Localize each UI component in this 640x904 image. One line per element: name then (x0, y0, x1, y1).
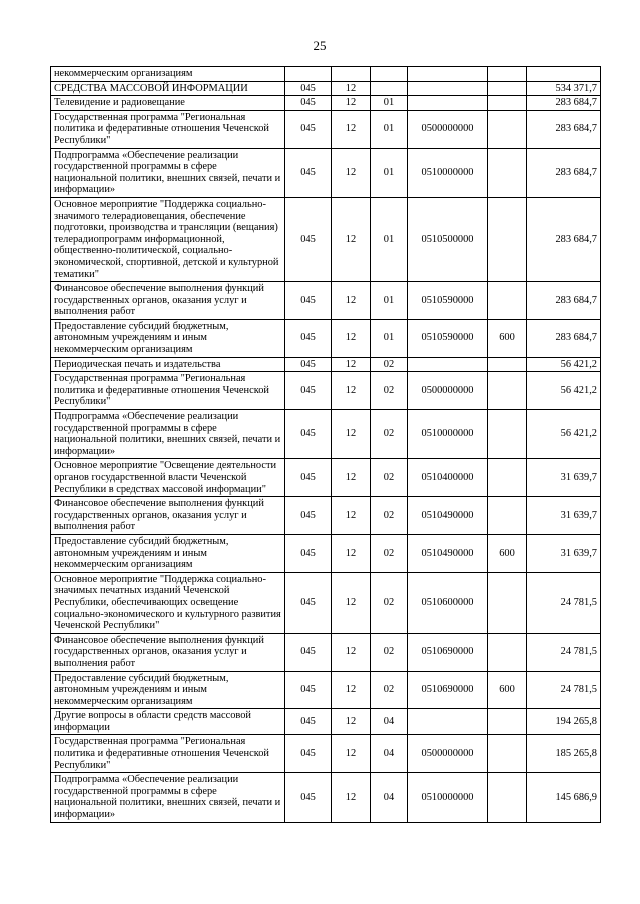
cell-ved-code (285, 67, 332, 82)
cell-target-article (408, 709, 488, 735)
cell-ved-code: 045 (285, 709, 332, 735)
cell-ved-code: 045 (285, 148, 332, 197)
cell-name: Финансовое обеспечение выполнения функций государственных органов, оказания услуг и выполнения работ (51, 282, 285, 320)
cell-ved-code: 045 (285, 372, 332, 410)
table-row (51, 671, 601, 709)
table-row (51, 459, 601, 497)
cell-name: Подпрограмма «Обеспечение реализации государственной программы в сфере национальной политики, внешних связей, печати и информации» (51, 410, 285, 459)
cell-subsection-code: 02 (371, 357, 408, 372)
cell-target-article: 0500000000 (408, 110, 488, 148)
cell-amount: 283 684,7 (527, 319, 601, 357)
cell-target-article: 0510000000 (408, 410, 488, 459)
table-row (51, 572, 601, 633)
table-row (51, 67, 601, 82)
table-row (51, 633, 601, 671)
cell-amount: 31 639,7 (527, 534, 601, 572)
table-row (51, 410, 601, 459)
cell-expense-type: 600 (488, 534, 527, 572)
cell-target-article: 0510590000 (408, 282, 488, 320)
cell-amount: 56 421,2 (527, 357, 601, 372)
cell-ved-code: 045 (285, 572, 332, 633)
cell-amount: 31 639,7 (527, 459, 601, 497)
cell-section-code: 12 (332, 735, 371, 773)
cell-name: Основное мероприятие "Поддержка социально-значимых печатных изданий Чеченской Республики, обеспечивающих освещение социально-экономического и культурного развития Чеченской Республики" (51, 572, 285, 633)
cell-amount (527, 67, 601, 82)
table-row (51, 319, 601, 357)
cell-subsection-code: 04 (371, 773, 408, 822)
cell-expense-type (488, 410, 527, 459)
table-row (51, 282, 601, 320)
cell-section-code: 12 (332, 319, 371, 357)
cell-target-article: 0510000000 (408, 148, 488, 197)
cell-section-code: 12 (332, 410, 371, 459)
table-row (51, 110, 601, 148)
cell-expense-type (488, 773, 527, 822)
cell-expense-type (488, 372, 527, 410)
cell-subsection-code: 02 (371, 671, 408, 709)
cell-target-article: 0500000000 (408, 372, 488, 410)
cell-ved-code: 045 (285, 534, 332, 572)
budget-table-body (51, 67, 601, 823)
cell-name: Основное мероприятие "Поддержка социально-значимого телерадиовещания, обеспечение подготовки, производства и трансляции (вещания) телерадиопрограмм информационной, общественно-политической, социально-экономической, спортивной, детской и культурной тематики" (51, 197, 285, 281)
cell-section-code: 12 (332, 633, 371, 671)
cell-expense-type (488, 572, 527, 633)
cell-ved-code: 045 (285, 633, 332, 671)
cell-ved-code: 045 (285, 497, 332, 535)
cell-subsection-code (371, 81, 408, 96)
cell-expense-type (488, 81, 527, 96)
cell-target-article: 0510600000 (408, 572, 488, 633)
cell-expense-type (488, 96, 527, 111)
cell-target-article: 0510000000 (408, 773, 488, 822)
cell-expense-type (488, 633, 527, 671)
cell-target-article (408, 357, 488, 372)
table-row (51, 372, 601, 410)
cell-section-code: 12 (332, 372, 371, 410)
cell-ved-code: 045 (285, 96, 332, 111)
table-row (51, 81, 601, 96)
table-row (51, 197, 601, 281)
cell-expense-type (488, 148, 527, 197)
cell-subsection-code: 02 (371, 572, 408, 633)
cell-subsection-code: 02 (371, 372, 408, 410)
cell-name: Финансовое обеспечение выполнения функций государственных органов, оказания услуг и выполнения работ (51, 497, 285, 535)
cell-target-article (408, 81, 488, 96)
cell-subsection-code: 04 (371, 709, 408, 735)
cell-amount: 283 684,7 (527, 96, 601, 111)
cell-section-code: 12 (332, 709, 371, 735)
cell-amount: 185 265,8 (527, 735, 601, 773)
cell-target-article: 0510490000 (408, 497, 488, 535)
cell-section-code: 12 (332, 96, 371, 111)
cell-section-code: 12 (332, 459, 371, 497)
cell-ved-code: 045 (285, 110, 332, 148)
cell-section-code: 12 (332, 572, 371, 633)
table-row (51, 773, 601, 822)
cell-target-article: 0510500000 (408, 197, 488, 281)
cell-name: Предоставление субсидий бюджетным, автономным учреждениям и иным некоммерческим организациям (51, 534, 285, 572)
cell-subsection-code: 02 (371, 497, 408, 535)
cell-name: Периодическая печать и издательства (51, 357, 285, 372)
cell-section-code: 12 (332, 773, 371, 822)
cell-ved-code: 045 (285, 410, 332, 459)
table-row (51, 148, 601, 197)
cell-subsection-code: 04 (371, 735, 408, 773)
cell-section-code: 12 (332, 671, 371, 709)
cell-ved-code: 045 (285, 671, 332, 709)
cell-amount: 56 421,2 (527, 372, 601, 410)
cell-expense-type (488, 709, 527, 735)
cell-target-article: 0510690000 (408, 671, 488, 709)
cell-name: Подпрограмма «Обеспечение реализации государственной программы в сфере национальной политики, внешних связей, печати и информации» (51, 773, 285, 822)
cell-section-code: 12 (332, 81, 371, 96)
cell-target-article (408, 96, 488, 111)
table-row (51, 497, 601, 535)
table-row (51, 709, 601, 735)
cell-amount: 31 639,7 (527, 497, 601, 535)
cell-subsection-code: 01 (371, 148, 408, 197)
table-row (51, 357, 601, 372)
cell-ved-code: 045 (285, 773, 332, 822)
cell-expense-type (488, 282, 527, 320)
cell-amount: 283 684,7 (527, 282, 601, 320)
table-row (51, 96, 601, 111)
cell-target-article: 0500000000 (408, 735, 488, 773)
cell-name: некоммерческим организациям (51, 67, 285, 82)
cell-expense-type (488, 497, 527, 535)
cell-amount: 24 781,5 (527, 633, 601, 671)
cell-section-code: 12 (332, 282, 371, 320)
cell-name: Предоставление субсидий бюджетным, автономным учреждениям и иным некоммерческим организациям (51, 671, 285, 709)
cell-ved-code: 045 (285, 319, 332, 357)
cell-name: Основное мероприятие "Освещение деятельности органов государственной власти Чеченской Республики в средствах массовой информации" (51, 459, 285, 497)
cell-expense-type: 600 (488, 319, 527, 357)
cell-subsection-code: 02 (371, 410, 408, 459)
cell-section-code: 12 (332, 497, 371, 535)
cell-amount: 534 371,7 (527, 81, 601, 96)
cell-name: Предоставление субсидий бюджетным, автономным учреждениям и иным некоммерческим организациям (51, 319, 285, 357)
cell-name: Подпрограмма «Обеспечение реализации государственной программы в сфере национальной политики, внешних связей, печати и информации» (51, 148, 285, 197)
budget-table (50, 66, 601, 823)
cell-ved-code: 045 (285, 197, 332, 281)
cell-expense-type (488, 459, 527, 497)
cell-name: Государственная программа "Региональная политика и федеративные отношения Чеченской Республики" (51, 372, 285, 410)
cell-ved-code: 045 (285, 81, 332, 96)
cell-section-code (332, 67, 371, 82)
cell-target-article (408, 67, 488, 82)
cell-name: СРЕДСТВА МАССОВОЙ ИНФОРМАЦИИ (51, 81, 285, 96)
cell-subsection-code: 02 (371, 534, 408, 572)
cell-name: Другие вопросы в области средств массовой информации (51, 709, 285, 735)
cell-amount: 283 684,7 (527, 148, 601, 197)
cell-amount: 283 684,7 (527, 197, 601, 281)
cell-ved-code: 045 (285, 282, 332, 320)
cell-subsection-code: 01 (371, 282, 408, 320)
cell-section-code: 12 (332, 148, 371, 197)
cell-expense-type (488, 735, 527, 773)
cell-target-article: 0510490000 (408, 534, 488, 572)
cell-subsection-code: 02 (371, 459, 408, 497)
table-row (51, 735, 601, 773)
cell-amount: 194 265,8 (527, 709, 601, 735)
cell-section-code: 12 (332, 110, 371, 148)
cell-expense-type: 600 (488, 671, 527, 709)
cell-expense-type (488, 67, 527, 82)
cell-subsection-code: 01 (371, 197, 408, 281)
cell-section-code: 12 (332, 357, 371, 372)
cell-ved-code: 045 (285, 459, 332, 497)
cell-target-article: 0510590000 (408, 319, 488, 357)
cell-ved-code: 045 (285, 357, 332, 372)
cell-subsection-code: 01 (371, 96, 408, 111)
cell-amount: 145 686,9 (527, 773, 601, 822)
cell-name: Финансовое обеспечение выполнения функций государственных органов, оказания услуг и выполнения работ (51, 633, 285, 671)
cell-subsection-code: 01 (371, 110, 408, 148)
cell-target-article: 0510690000 (408, 633, 488, 671)
cell-subsection-code: 01 (371, 319, 408, 357)
cell-expense-type (488, 357, 527, 372)
cell-section-code: 12 (332, 197, 371, 281)
cell-amount: 56 421,2 (527, 410, 601, 459)
cell-amount: 24 781,5 (527, 572, 601, 633)
cell-expense-type (488, 197, 527, 281)
cell-subsection-code: 02 (371, 633, 408, 671)
cell-amount: 24 781,5 (527, 671, 601, 709)
cell-amount: 283 684,7 (527, 110, 601, 148)
cell-expense-type (488, 110, 527, 148)
cell-name: Государственная программа "Региональная политика и федеративные отношения Чеченской Республики" (51, 735, 285, 773)
cell-name: Телевидение и радиовещание (51, 96, 285, 111)
cell-section-code: 12 (332, 534, 371, 572)
cell-subsection-code (371, 67, 408, 82)
page-number: 25 (313, 38, 327, 53)
cell-name: Государственная программа "Региональная политика и федеративные отношения Чеченской Республики" (51, 110, 285, 148)
cell-ved-code: 045 (285, 735, 332, 773)
table-row (51, 534, 601, 572)
cell-target-article: 0510400000 (408, 459, 488, 497)
